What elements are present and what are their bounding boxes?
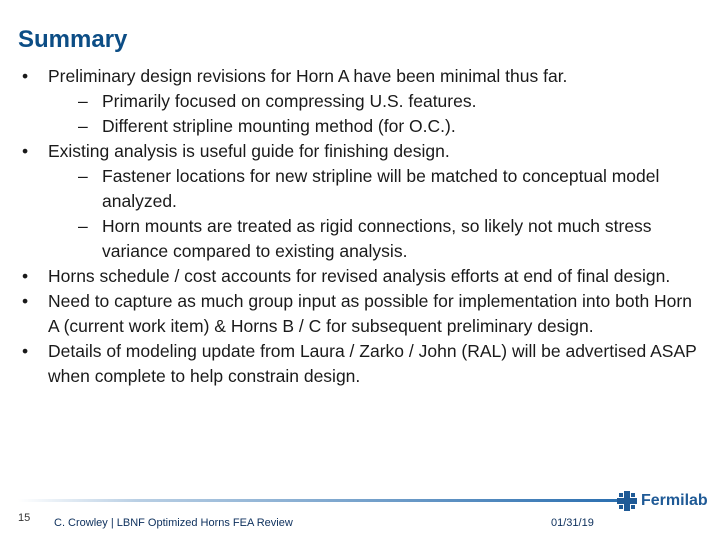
- bullet-marker: •: [22, 291, 29, 311]
- dash-marker: –: [78, 116, 88, 136]
- bullet-text: Existing analysis is useful guide for finishing design.: [48, 141, 450, 161]
- dash-marker: –: [78, 91, 88, 111]
- sub-bullet-text: Primarily focused on compressing U.S. features.: [102, 91, 477, 111]
- bullet-list: [22, 64, 702, 389]
- footer-divider: [18, 499, 618, 502]
- fermilab-logo-icon: [617, 491, 637, 511]
- bullet-text: Horns schedule / cost accounts for revised analysis efforts at end of final design.: [48, 266, 671, 286]
- bullet-marker: •: [22, 341, 29, 361]
- bullet-text: Need to capture as much group input as possible for implementation into both Horn A (current work item) & Horns B / C for subsequent preliminary design.: [48, 291, 692, 336]
- footer-caption: C. Crowley | LBNF Optimized Horns FEA Review: [54, 517, 293, 529]
- page-number: 15: [18, 512, 31, 524]
- sub-bullet-item: [48, 164, 702, 214]
- sub-bullet-text: Horn mounts are treated as rigid connections, so likely not much stress variance compared to existing analysis.: [102, 216, 652, 261]
- sub-bullet-item: [48, 114, 702, 139]
- dash-marker: –: [78, 166, 88, 186]
- bullet-text: Details of modeling update from Laura / Zarko / John (RAL) will be advertised ASAP when complete to help constrain design.: [48, 341, 697, 386]
- bullet-item: [22, 264, 702, 289]
- sub-bullet-text: Different stripline mounting method (for O.C.).: [102, 116, 456, 136]
- bullet-item: [22, 64, 702, 89]
- fermilab-logo: [617, 488, 708, 514]
- bullet-item: [22, 339, 702, 389]
- bullet-text: Preliminary design revisions for Horn A have been minimal thus far.: [48, 66, 568, 86]
- slide-title: Summary: [18, 26, 128, 53]
- bullet-item: [22, 139, 702, 164]
- sub-bullet-item: [48, 89, 702, 114]
- dash-marker: –: [78, 216, 88, 236]
- bullet-marker: •: [22, 266, 29, 286]
- bullet-item: [22, 289, 702, 339]
- sub-bullet-text: Fastener locations for new stripline will be matched to conceptual model analyzed.: [102, 166, 660, 211]
- footer-date: 01/31/19: [551, 517, 594, 529]
- sub-bullet-item: [48, 214, 702, 264]
- bullet-marker: •: [22, 141, 29, 161]
- logo-text: Fermilab: [641, 492, 708, 509]
- bullet-marker: •: [22, 66, 29, 86]
